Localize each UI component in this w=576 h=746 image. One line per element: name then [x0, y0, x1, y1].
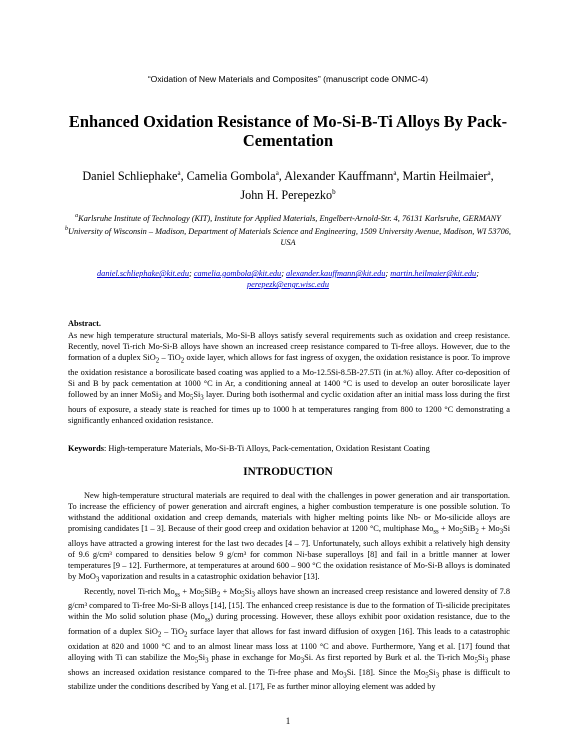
email-link[interactable]: camelia.gombola@kit.edu [193, 269, 282, 278]
subscript: 2 [183, 631, 188, 639]
page-number: 1 [285, 716, 291, 726]
subscript: 5 [189, 394, 194, 402]
abstract [68, 318, 510, 426]
subscript: 3 [205, 657, 209, 665]
subscript: 2 [180, 357, 185, 365]
author-list: Daniel Schliephake$^a$, Camelia Gombola$^a$, Alexander Kauffmann$^a$, Martin Heilmaier$^a$, John H. Perepezko$^b$ [82, 169, 494, 203]
body-text [68, 490, 510, 692]
subscript: 5 [200, 591, 205, 599]
affiliation-marker: b [65, 225, 69, 232]
author-name: Alexander Kauffmann [284, 169, 394, 184]
subscript: 2 [216, 591, 221, 599]
subscript: ss [174, 591, 180, 599]
email-link[interactable]: perepezk@engr.wisc.edu [247, 280, 329, 289]
subscript: 3 [343, 672, 347, 680]
subscript: ss [204, 617, 211, 625]
subscript: 5 [241, 591, 245, 599]
subscript: 2 [155, 357, 160, 365]
paper-title: Enhanced Oxidation Resistance of Mo-Si-B-Ti Alloys By Pack-Cementation [68, 112, 508, 150]
email-link[interactable]: alexander.kauffmann@kit.edu [286, 269, 386, 278]
subscript: 3 [435, 672, 440, 680]
section-heading: INTRODUCTION [243, 466, 333, 478]
subscript: 2 [158, 394, 162, 402]
affiliation [62, 224, 514, 248]
subscript: 2 [157, 631, 162, 639]
abstract-heading: Abstract. [68, 319, 101, 328]
author-name: Camelia Gombola [186, 169, 276, 184]
subscript: 3 [200, 394, 204, 402]
subscript: 5 [425, 672, 429, 680]
keywords-text: : High-temperature Materials, Mo-Si-B-Ti Alloys, Pack-cementation, Oxidation Resistant Coating [103, 444, 430, 453]
subscript: 5 [459, 528, 463, 536]
keywords-label: Keywords [68, 444, 104, 453]
email-link[interactable]: martin.heilmaier@kit.edu [390, 269, 477, 278]
keywords [68, 444, 510, 453]
affiliation-text: Karlsruhe Institute of Technology (KIT), Institute for Applied Materials, Engelbert-Arnold-Str. 4, 76131 Karlsruhe, GERMANY [78, 213, 501, 223]
author-name: Daniel Schliephake [82, 169, 178, 184]
abstract-text: As new high temperature structural materials, Mo-Si-B alloys satisfy several requirements such as oxidation and creep resistance. Recently, novel Ti-rich Mo-Si-B alloys have shown an increased creep resistance compared to Ti-free alloys. However, due to the formation of a duplex SiO$_2$ – TiO$_2$ oxide layer, which allows for fast ingress of oxygen, the oxidation resistance is poor. To improve the oxidation resistance a borosilicate based coating was applied to a Mo-12.5Si-8.5B-27.5Ti (in at.%) alloy. After co-deposition of Si and B by pack cementation at 1000 °C in Ar, a conditioning anneal at 1400 °C is used to develop an outer borosilicate layer followed by an inner MoSi$_2$ and $Mo_5Si_3$ layer. During both isothermal and cyclic oxidation after an initial mass loss during the first hours of exposure, a steady state is reached for times up to 1000 h at temperatures ranging from 800 to 1200 °C demonstrating a significantly enhanced oxidation resistance. [68, 331, 510, 425]
affiliation-text: University of Wisconsin – Madison, Department of Materials Science and Engineering, 1509 University Avenue, Madison, WI 53706, USA [68, 226, 511, 247]
subscript: 2 [475, 528, 479, 536]
subscript: 5 [194, 657, 199, 665]
subscript: ss [433, 528, 439, 536]
email-link[interactable]: daniel.schliephake@kit.edu [97, 269, 189, 278]
affiliation-marker: b [332, 188, 336, 197]
body-paragraph: Recently, novel Ti-rich $Mo_{ss} + Mo_5SiB_2 + Mo_5Si_3$ alloys have shown an increased creep resistance and lowered density of 7.8 g/cm³ compared to Ti-free Mo-Si-B alloys [14], [15]. The enhanced creep resistance is due to the formation of Ti-silicide precipitates within the Mo solid solution phase $(Mo_{ss})$ during processing. However, these alloys exhibit poor oxidation resistance, due to the formation of a duplex SiO$_2$ – TiO$_2$ surface layer that allows for fast inward diffusion of oxygen [16]. This leads to a catastrophic oxidation at 820 and 1000 °C and to an almost linear mass loss at 1100 °C and above. Furthermore, Yang et al. [17] found that alloying with Ti can stabilize the $Mo_5Si_3$ phase in exchange for $Mo_3Si$. As first reported by Burk et al. the Ti-rich $Mo_5Si_3$ phase shows an increased oxidation resistance compared to the Ti-free phase and $Mo_3Si$. [18]. Since the $Mo_5Si_3$ phase is difficult to stabilize under the conditions described by Yang et al. [17], Fe as further minor alloying element was added by [68, 586, 511, 692]
affiliation [62, 211, 514, 224]
subscript: 3 [300, 657, 305, 665]
affiliation-marker: a [177, 169, 181, 177]
author-name: Martin Heilmaier [402, 169, 488, 184]
subscript: 3 [251, 591, 255, 599]
subscript: 3 [95, 576, 100, 584]
subscript: 3 [484, 657, 489, 665]
affiliation-marker: a [487, 169, 491, 177]
author-emails: daniel.schliephake@kit.edu; camelia.gombola@kit.edu; alexander.kauffmann@kit.edu; martin.heilmaier@kit.edu; perepezk@engr.wisc.edu [97, 269, 479, 289]
manuscript-note: “Oxidation of New Materials and Composites” (manuscript code ONMC-4) [147, 74, 429, 84]
affiliations [62, 211, 514, 248]
body-paragraph: New high-temperature structural materials are required to deal with the challenges in power generation and air transportation. To increase the efficiency of power generation and aircraft engines, a higher combustion temperature is one possible solution. To withstand the additional oxidation and creep demands, materials with higher melting points like Nb- or Mo-silicide alloys are promising candidates [1 – 3]. Because of their good creep and oxidation behavior at 1200 °C, multiphase $Mo_{ss} + Mo_5SiB_2 + Mo_3Si$ alloys have attracted a growing interest for the last two decades [4 – 7]. Unfortunately, such alloys exhibit a relatively high density of 9.6 g/cm³ compared to densities below 9 g/cm³ for common Ni-base superalloys [8] and fail in a brittle manner at lower temperatures [9 – 12]. Furthermore, at temperatures at around 600 – 900 °C the oxidation resistance of Mo-Si-B alloys is dominated by MoO$_3$ vaporization and results in a catastrophic oxidation behavior [13]. [68, 491, 510, 584]
affiliation-marker: a [275, 169, 279, 177]
affiliation-marker: a [393, 169, 397, 177]
subscript: 5 [474, 657, 478, 665]
author-name: John H. Perepezko [240, 188, 333, 203]
affiliation-marker: a [75, 213, 79, 219]
subscript: 3 [499, 528, 504, 536]
